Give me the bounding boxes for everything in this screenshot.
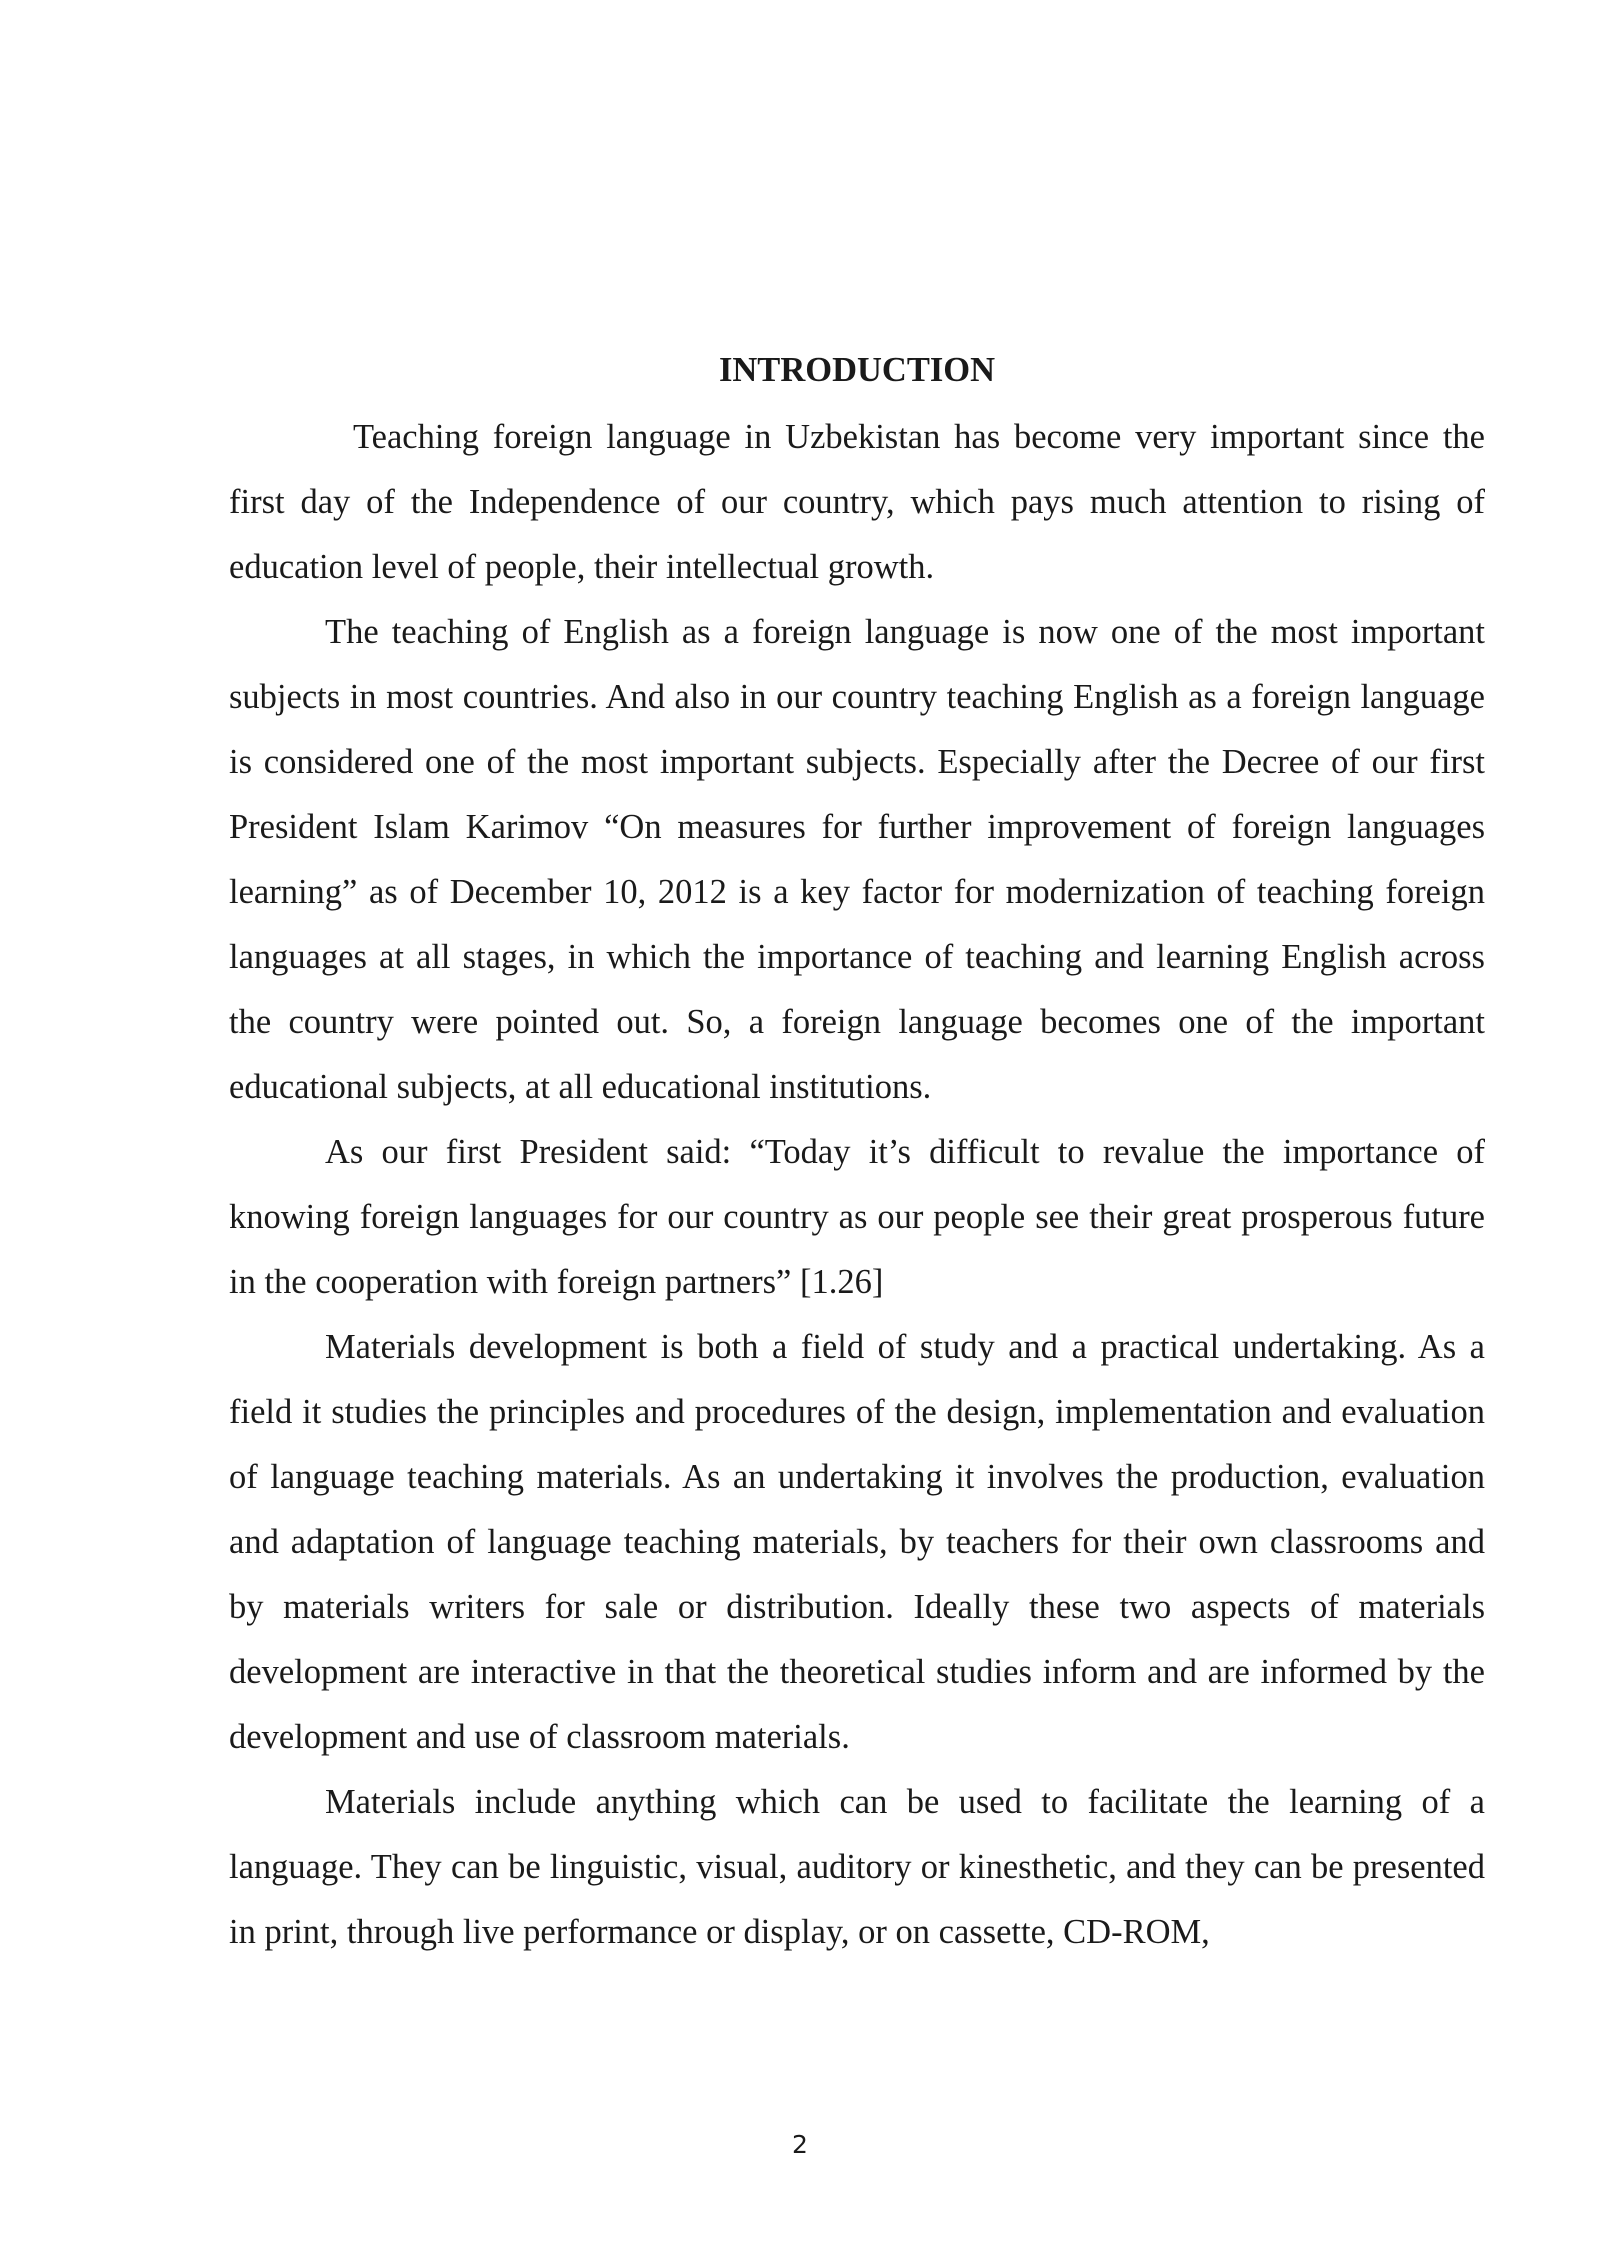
page-number: 2 xyxy=(792,2130,808,2159)
paragraph-5: Materials include anything which can be used to facilitate the learning of a language. They can be linguistic, visual, auditory or kinesthetic, and they can be presented in print, through live performance or display, or on cassette, CD-ROM, xyxy=(229,1783,1485,1951)
paragraph-2: The teaching of English as a foreign language is now one of the most important subjects in most countries. And also in our country teaching English as a foreign language is considered one of the most important subjects. Especially after the Decree of our first President Islam Karimov “On measures for further improvement of foreign languages learning” as of December 10, 2012 is a key factor for modernization of teaching foreign languages at all stages, in which the importance of teaching and learning English across the country were pointed out. So, a foreign language becomes one of the important educational subjects, at all educational institutions. xyxy=(229,613,1485,1106)
paragraph-1: Teaching foreign language in Uzbekistan has become very important since the first day of the Independence of our country, which pays much attention to rising of education level of people, their intellectual growth. xyxy=(229,418,1485,586)
section-title: INTRODUCTION xyxy=(718,351,996,389)
paragraph-3: As our first President said: “Today it’s difficult to revalue the importance of knowing foreign languages for our country as our people see their great prosperous future in the cooperation with foreign partners” [1.26] xyxy=(229,1133,1485,1301)
paragraph-4: Materials development is both a field of study and a practical undertaking. As a field it studies the principles and procedures of the design, implementation and evaluation of language teaching materials. As an undertaking it involves the production, evaluation and adaptation of language teaching materials, by teachers for their own classrooms and by materials writers for sale or distribution. Ideally these two aspects of materials development are interactive in that the theoretical studies inform and are informed by the development and use of classroom materials. xyxy=(229,1328,1485,1756)
document-body xyxy=(229,340,1485,1965)
